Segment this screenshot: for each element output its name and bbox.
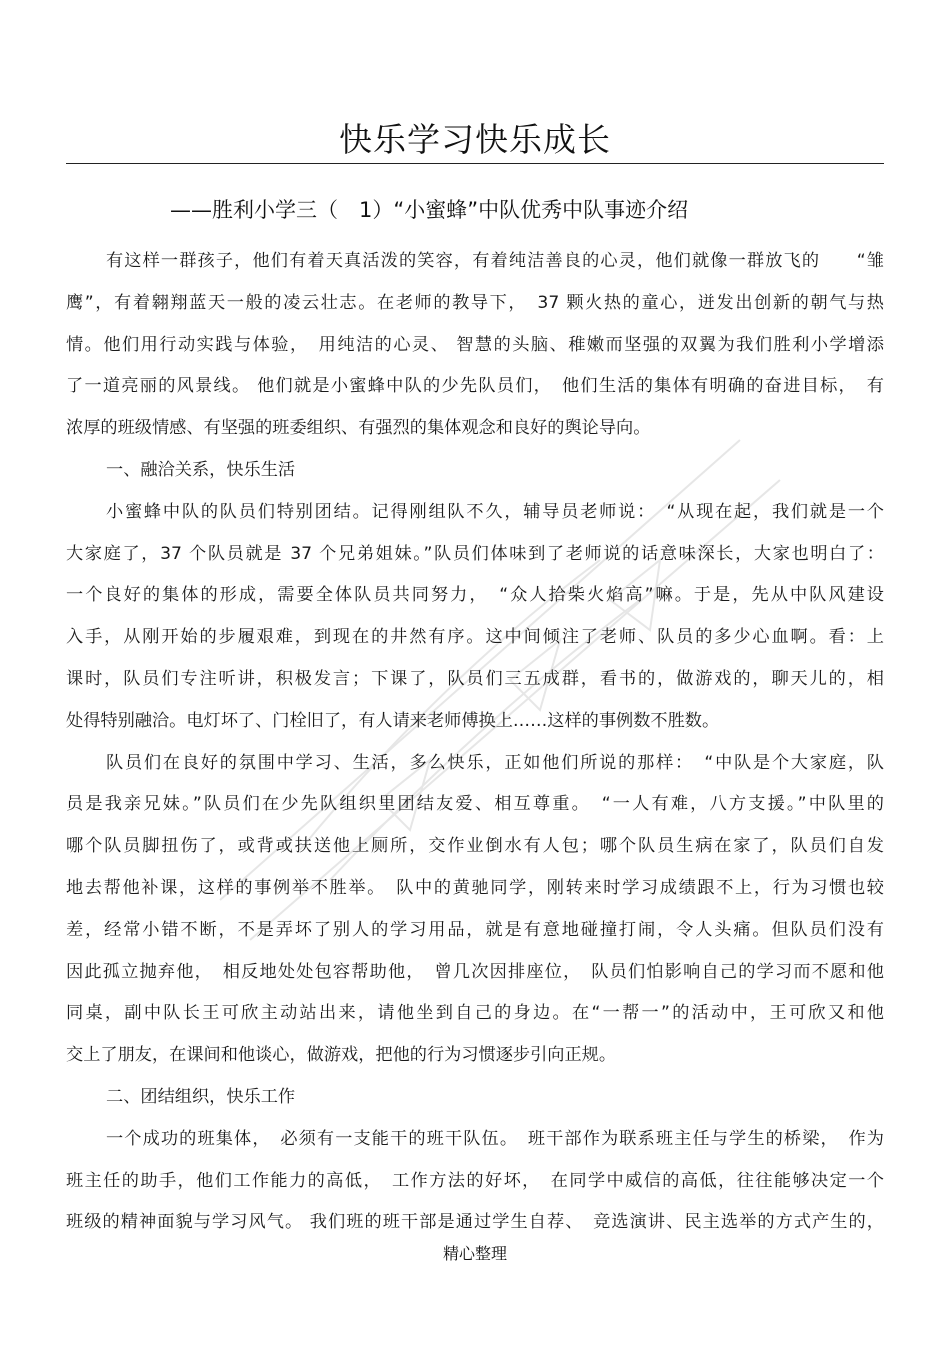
paragraph-line: 因此孤立抛弃他， 相反地处处包容帮助他， 曾几次因排座位， 队员们怕影响自己的学习而不愿和他	[66, 961, 884, 982]
paragraph-line: 班级的精神面貌与学习风气。 我们班的班干部是通过学生自荐、 竞选演讲、民主选举的方式产生的，	[66, 1212, 884, 1233]
paragraph-line: 有这样一群孩子，他们有着天真活泼的笑容，有着纯洁善良的心灵，他们就像一群放飞的 “雏	[106, 251, 884, 271]
paragraph-line: 入手，从刚开始的步履艰难，到现在的井然有序。这中间倾注了老师、队员的多少心血啊。看：上	[66, 627, 884, 648]
paragraph-line: 大家庭了，37 个队员就是 37 个兄弟姐妹。”队员们体味到了老师说的话意味深长，大家也明白了：	[66, 543, 884, 564]
page-footer: 精心整理	[442, 1244, 507, 1263]
paragraph-line: 处得特别融洽。电灯坏了、门栓旧了，有人请来老师傅换上……这样的事例数不胜数。	[66, 710, 720, 731]
paragraph-line: 同桌，副中队长王可欣主动站出来，请他坐到自己的身边。在“一帮一”的活动中，王可欣又和他	[66, 1003, 884, 1024]
title-divider	[66, 163, 884, 164]
section-heading: 一、融洽关系，快乐生活	[106, 459, 296, 480]
document-subtitle: ——胜利小学三（ 1）“小蜜蜂”中队优秀中队事迹介绍	[170, 198, 689, 222]
paragraph-line: 哪个队员脚扭伤了，或背或扶送他上厕所，交作业倒水有人包；哪个队员生病在家了，队员们自发	[66, 836, 884, 857]
paragraph-line: 队员们在良好的氛围中学习、生活，多么快乐，正如他们所说的那样： “中队是个大家庭，队	[106, 752, 884, 773]
paragraph-line: 情。他们用行动实践与体验， 用纯洁的心灵、 智慧的头脑、稚嫩而坚强的双翼为我们胜利小学增添	[66, 334, 884, 355]
paragraph-line: 小蜜蜂中队的队员们特别团结。记得刚组队不久，辅导员老师说： “从现在起，我们就是一个	[106, 501, 884, 522]
paragraph-line: 一个良好的集体的形成，需要全体队员共同努力， “众人拾柴火焰高”嘛。于是，先从中队风建设	[66, 585, 884, 606]
paragraph-line: 地去帮他补课，这样的事例举不胜举。 队中的黄驰同学，刚转来时学习成绩跟不上，行为习惯也较	[66, 877, 884, 898]
paragraph-line: 差，经常小错不断，不是弄坏了别人的学习用品，就是有意地碰撞打闹，令人头痛。但队员们没有	[66, 919, 884, 940]
paragraph-line: 员是我亲兄妹。”队员们在少先队组织里团结友爱、相互尊重。 “一人有难，八方支援。”中队里的	[66, 794, 884, 815]
section-heading: 二、团结组织，快乐工作	[106, 1086, 296, 1107]
paragraph-line: 了一道亮丽的风景线。 他们就是小蜜蜂中队的少先队员们， 他们生活的集体有明确的奋进目标， 有	[66, 376, 884, 397]
paragraph-line: 浓厚的班级情感、有坚强的班委组织、有强烈的集体观念和良好的舆论导向。	[66, 418, 651, 439]
paragraph-line: 课时，队员们专注听讲，积极发言；下课了，队员们三五成群，看书的，做游戏的，聊天儿的，相	[66, 668, 884, 689]
paragraph-line: 鹰”，有着翱翔蓝天一般的凌云壮志。在老师的教导下， 37 颗火热的童心，迸发出创新的朝气与热	[66, 292, 884, 313]
paragraph-line: 一个成功的班集体， 必须有一支能干的班干队伍。 班干部作为联系班主任与学生的桥梁， 作为	[106, 1128, 884, 1149]
paragraph-line: 交上了朋友，在课间和他谈心，做游戏，把他的行为习惯逐步引向正规。	[66, 1045, 617, 1066]
paragraph-line: 班主任的助手，他们工作能力的高低， 工作方法的好坏， 在同学中威信的高低，往往能够决定一个	[66, 1170, 884, 1191]
document-body	[66, 241, 884, 1244]
document-title: 快乐学习快乐成长	[339, 120, 611, 159]
